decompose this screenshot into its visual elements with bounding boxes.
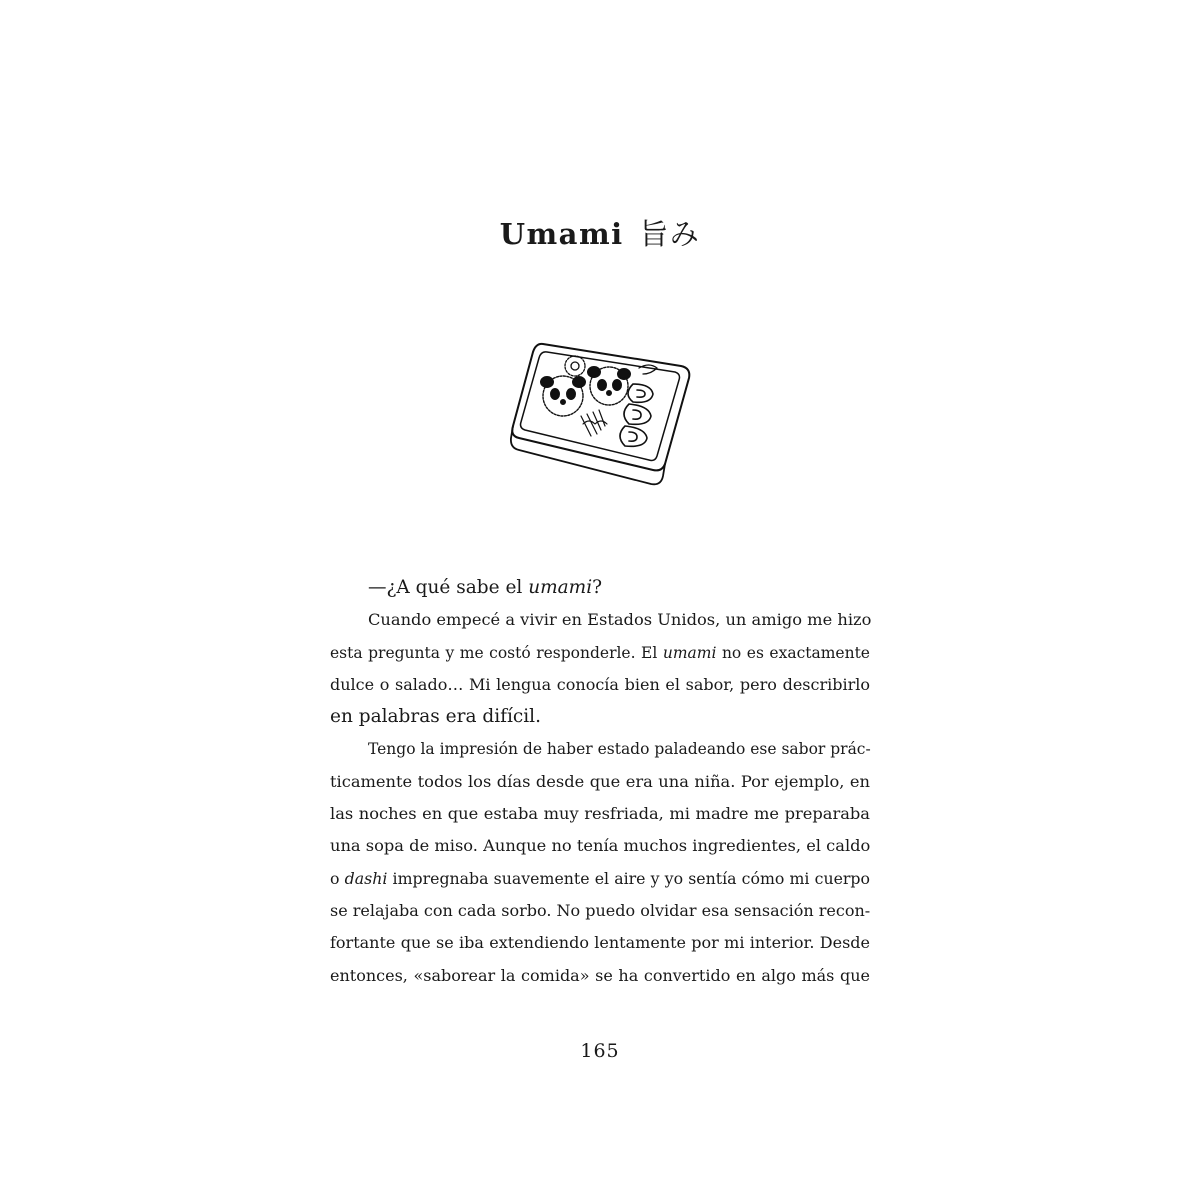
chapter-title [0, 212, 1200, 256]
panda-rice-ball-left [541, 376, 585, 416]
flower-garnish [565, 356, 585, 376]
body-text [330, 572, 870, 992]
text-line: entonces, «saborear la comida» se ha convertido en algo más que [330, 965, 870, 985]
chapter-title-text: Umami [499, 217, 624, 251]
bento-box-illustration [505, 338, 695, 488]
panda-rice-ball-right [588, 367, 630, 405]
text-line: fortante que se iba extendiendo lentamente por mi interior. Desde [330, 933, 870, 953]
text-line: —¿A qué sabe el umami? [368, 577, 603, 598]
text-line: en palabras era difícil. [330, 706, 541, 728]
bento-box-outline [512, 344, 689, 471]
text-line: dulce o salado… Mi lengua conocía bien el sabor, pero describirlo [330, 674, 870, 694]
tamagoyaki-rolls [620, 384, 653, 446]
chapter-title-japanese: 旨み [639, 217, 701, 251]
text-line: Tengo la impresión de haber estado paladeando ese sabor prác- [368, 740, 871, 759]
text-line: ticamente todos los días desde que era una niña. Por ejemplo, en [330, 771, 870, 791]
text-line: Cuando empecé a vivir en Estados Unidos, un amigo me hizo [368, 610, 872, 630]
text-line: esta pregunta y me costó responderle. El umami no es exactamente [330, 643, 870, 662]
text-line: o dashi impregnaba suavemente el aire y yo sentía cómo mi cuerpo [330, 868, 870, 888]
text-line: una sopa de miso. Aunque no tenía muchos ingredientes, el caldo [330, 836, 871, 856]
text-line: las noches en que estaba muy resfriada, mi madre me preparaba [330, 804, 870, 824]
vegetable-garnish [581, 410, 607, 436]
text-line: se relajaba con cada sorbo. No puedo olvidar esa sensación recon- [330, 900, 871, 920]
page-number: 165 [580, 1040, 620, 1062]
